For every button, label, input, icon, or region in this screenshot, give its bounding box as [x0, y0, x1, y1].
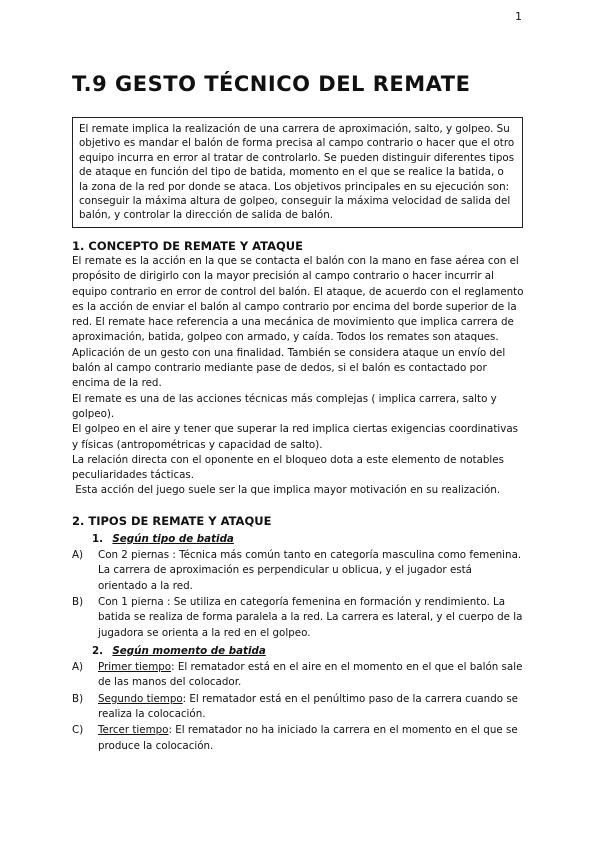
list-item: [72, 723, 524, 754]
section2-heading: 2. TIPOS DE REMATE Y ATAQUE: [72, 513, 272, 528]
section1-heading: 1. CONCEPTO DE REMATE Y ATAQUE: [72, 239, 303, 253]
list-item-term: Primer tiempo: [98, 661, 172, 674]
abstract-box: El remate implica la realización de una carrera de aproximación, salto, y golpeo. Su objetivo es mandar el balón de forma precisa al campo contrario o hacer que el otro equipo incurra en error al tratar de controlarlo. Se pueden distinguir diferentes tipos de ataque en función del tipo de batida, momento en el que se realice la batida, o la zona de la red por donde se ataca. Los objetivos principales en su ejecución son: conseguir la máxima altura de golpeo, conseguir la máxima velocidad de salida del balón, y controlar la dirección de salida de balón.: [72, 117, 523, 228]
subsection-number: 1.: [92, 532, 104, 545]
list-item-label: A): [72, 661, 84, 674]
section1-paragraph: La relación directa con el oponente en el bloqueo dota a este elemento de notables peculiaridades tácticas.: [72, 453, 504, 482]
list-item-desc: : El rematador está en el aire en el momento en el que el balón sale de las manos del colocador.: [98, 661, 523, 689]
list-item-text: Con 1 pierna : Se utiliza en categoría femenina en formación y rendimiento. La batida se realiza de forma paralela a la red. La carrera es lateral, y el cuerpo de la jugadora se orienta a la red en el golpeo.: [98, 595, 523, 639]
list-item-text: [98, 660, 524, 691]
subsection-title: Según momento de batida: [112, 644, 266, 657]
document-body: [72, 238, 524, 754]
list-item-label: B): [72, 692, 84, 705]
section1-paragraph: El remate es la acción en la que se contacta el balón con la mano en fase aérea con el propósito de dirigirlo con la mayor precisión al campo contrario o hacer incurrir al equipo contrario en error de control del balón. El ataque, de acuerdo con el reglamento es la acción de enviar el balón al campo contrario por encima del borde superior de la red. El remate hace referencia a una mecánica de movimiento que implica carrera de aproximación, batida, golpeo con armado, y caída. Todos los remates son ataques. Aplicación de un gesto con una finalidad. También se considera ataque un envío del balón al campo contrario mediante pase de dedos, si el balón es contactado por encima de la red.: [72, 255, 524, 390]
list-item-desc: : El rematador no ha iniciado la carrera en el momento en el que se produce la colocación.: [98, 724, 518, 752]
list-item-term: Segundo tiempo: [98, 692, 183, 705]
list-item: [72, 692, 524, 723]
list-item-text: [98, 692, 524, 723]
list-item: [72, 548, 524, 594]
list-item: [72, 660, 524, 691]
list-item-text: [98, 723, 524, 754]
subsection-title: Según tipo de batida: [112, 532, 234, 545]
list-item-label: A): [72, 549, 84, 562]
page-number: 1: [515, 10, 522, 23]
list-item: [72, 595, 524, 641]
section1-paragraph: El golpeo en el aire y tener que superar la red implica ciertas exigencias coordinativas y físicas (antropométricas y capacidad de salto).: [72, 423, 519, 451]
subsection-number: 2.: [92, 644, 104, 657]
list-item-term: Tercer tiempo: [98, 724, 169, 737]
list-item-label: B): [72, 595, 84, 608]
document-title: T.9 GESTO TÉCNICO DEL REMATE: [72, 72, 471, 96]
list-item-text: Con 2 piernas : Técnica más común tanto en categoría masculina como femenina. La carrera de aproximación es perpendicular u oblicua, y el jugador está orientado a la red.: [98, 549, 522, 592]
subsection-2-heading: [92, 644, 524, 659]
list-item-label: C): [72, 724, 84, 737]
section1-paragraph: El remate es una de las acciones técnicas más complejas ( implica carrera, salto y golpeo).: [72, 392, 497, 420]
section1-paragraph: Esta acción del juego suele ser la que implica mayor motivación en su realización.: [72, 484, 501, 497]
subsection-1-heading: [92, 532, 524, 547]
list-item-desc: : El rematador está en el penúltimo paso de la carrera cuando se realiza la colocación.: [98, 692, 519, 721]
